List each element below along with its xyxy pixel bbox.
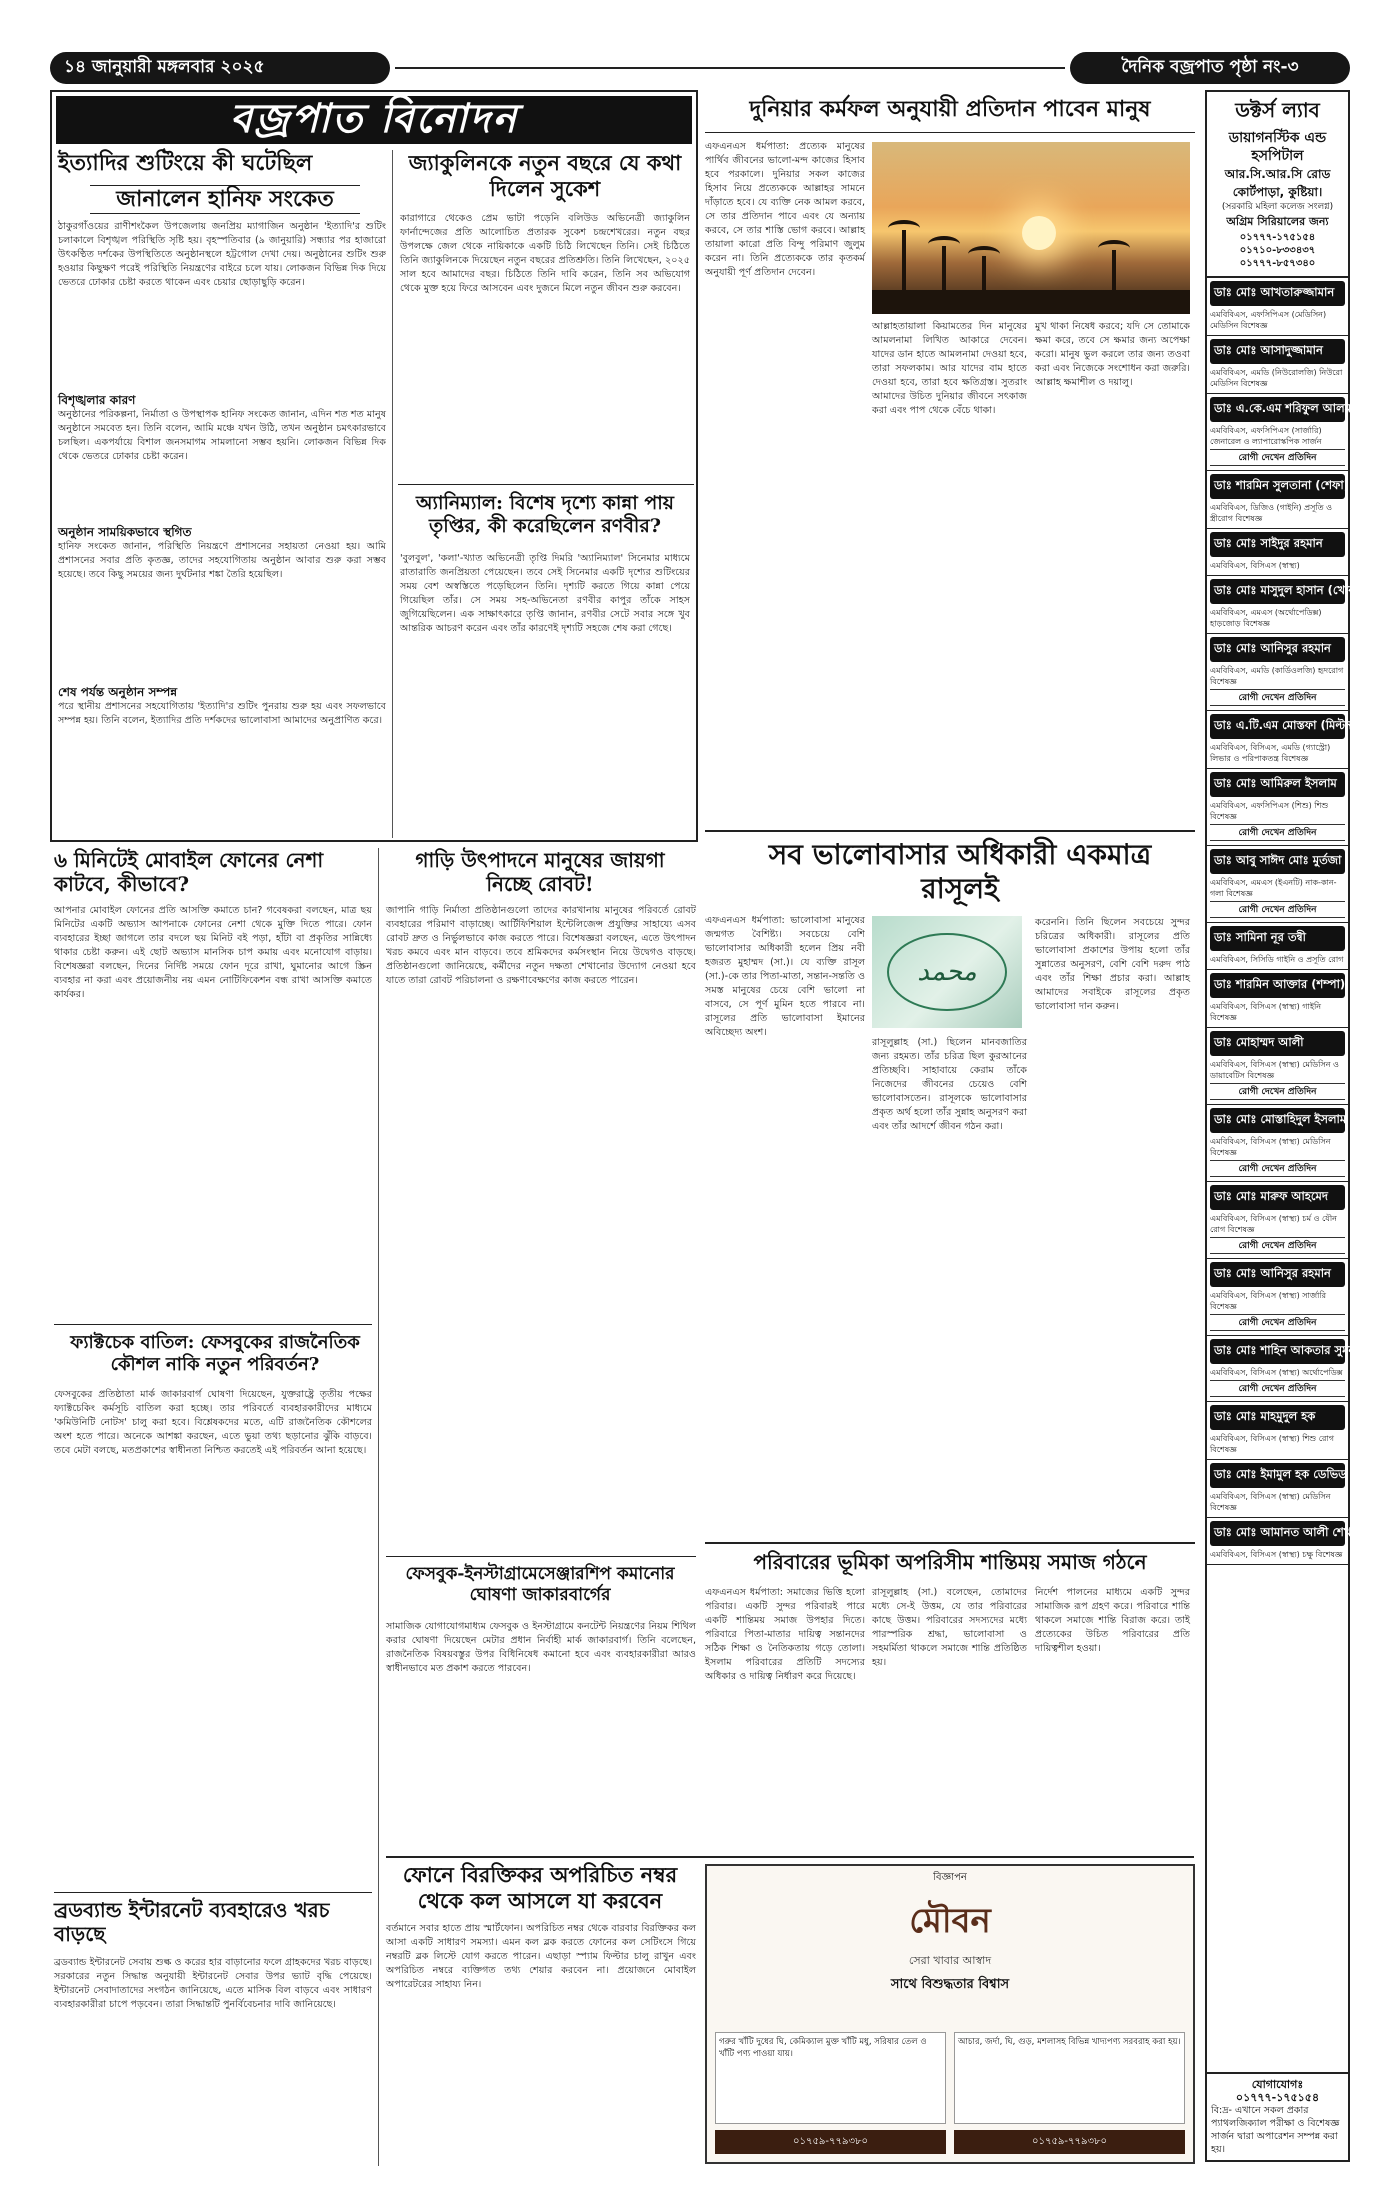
doctor-qualification: এমবিবিএস, বিসিএস (স্বাস্থ্য) মেডিসিন ও ডায়াবেটিস বিশেষজ্ঞ	[1210, 1060, 1339, 1080]
moubon-advertisement[interactable]	[705, 1864, 1195, 2164]
doctor-entry	[1207, 634, 1348, 711]
doctor-qualification: এমবিবিএস, বিসিএস (স্বাস্থ্য) শিশু রোগ বিশেষজ্ঞ	[1210, 1434, 1334, 1454]
doctor-schedule: রোগী দেখেন প্রতিদিন	[1210, 689, 1345, 706]
rasul-body-3	[1035, 916, 1190, 1536]
rule	[705, 132, 1195, 133]
hanif-body-3	[58, 540, 386, 680]
doctor-entry	[1207, 529, 1348, 576]
broadband-body	[54, 1956, 372, 2162]
doctor-name: ডাঃ মোহাম্মদ আলী	[1210, 1031, 1345, 1056]
family-body-3	[1035, 1586, 1190, 1854]
hanif-headline-1: ইত্যাদির শুটিংয়ে কী ঘটেছিল	[58, 150, 313, 176]
doctor-schedule: রোগী দেখেন প্রতিদিন	[1210, 1380, 1345, 1397]
hanif-body-2-text: অনুষ্ঠানের পরিকল্পনা, নির্মাতা ও উপস্থাপক হানিফ সংকেত জানান, এদিন শত শত মানুষ অনুষ্ঠানে সমবেত হন। তিনি বলেন, আমি মঞ্চে যখন উঠি, তখন অনুষ্ঠান চমৎকারভাবে চলছিল। একপর্যায়ে বিশাল জনসমাগম সামলানো সম্ভব হয়নি। লোকজন বিভিন্ন দিক থেকে ভেতরে ঢোকার চেষ্টা করেন।	[58, 409, 386, 462]
sukesh-body	[400, 212, 690, 480]
family-headline: পরিবারের ভূমিকা অপরিসীম শান্তিময় সমাজ গঠনে	[753, 1550, 1147, 1574]
lab-address-2: কোর্টপাড়া, কুষ্টিয়া।	[1232, 185, 1323, 199]
mobile-headline: ৬ মিনিটেই মোবাইল ফোনের নেশা কাটবে, কীভাবে?	[54, 848, 324, 897]
footer-contact[interactable]: যোগাযোগঃ ০১৭৭৭-১৭৫১৫৪	[1235, 2078, 1320, 2104]
doctor-qualification: এমবিবিএস, বিসিএস (স্বাস্থ্য) মেডিসিন বিশেষজ্ঞ	[1210, 1137, 1331, 1157]
ad-top-line: বিজ্ঞাপন	[933, 1872, 967, 1883]
doctor-name: ডাঃ মোঃ আসাদুজ্জামান	[1210, 339, 1345, 364]
rule	[386, 1856, 1194, 1858]
ad-footer	[715, 2130, 1185, 2154]
doctor-name: ডাঃ মোঃ আনিসুর রহমান	[1210, 637, 1345, 662]
family-body-3-text: নির্দেশ পালনের মাধ্যমে একটি সুন্দর সামাজিক রূপ গ্রহণ করে। পরিবারে শান্তি থাকলে সমাজে শান্তি বিরাজ করে। তাই প্রত্যেকের উচিত পরিবারের প্রতি দায়িত্বশীল হওয়া।	[1035, 1587, 1190, 1654]
doctor-name: ডাঃ আবু সাঈদ মোঃ মুর্তজা	[1210, 849, 1345, 874]
robot-headline: গাড়ি উৎপাদনে মানুষের জায়গা নিচ্ছে রোবট!	[415, 848, 665, 897]
lab-title: ডক্টর্স ল্যাব	[1235, 98, 1320, 122]
rule	[398, 484, 694, 485]
date-banner	[50, 52, 390, 84]
lab-phone-1[interactable]: ০১৭৭৭-১৭৫১৫৪	[1239, 232, 1316, 243]
doctor-qualification: এমবিবিএস, বিসিএস (স্বাস্থ্য) অর্থোপেডিক্স	[1210, 1368, 1343, 1377]
hanif-sub-2: অনুষ্ঠান সাময়িকভাবে স্থগিত	[58, 525, 192, 539]
doctor-schedule: রোগী দেখেন প্রতিদিন	[1210, 1083, 1345, 1100]
doctor-name: ডাঃ এ.টি.এম মোস্তফা (মিল্টন)	[1210, 714, 1345, 739]
calligraphy-image	[872, 916, 1022, 1028]
mobile-body-text: আপনার মোবাইল ফোনের প্রতি আসক্তি কমাতে চান? গবেষকরা বলছেন, মাত্র ছয় মিনিটের একটি অভ্যাস আপনাকে ফোনের নেশা থেকে মুক্তি দিতে পারে। ফোন ব্যবহারের ইচ্ছা জাগলে তার বদলে ছয় মিনিট বই পড়া, হাঁটা বা প্রকৃতির সান্নিধ্যে থাকার চেষ্টা করুন। এই ছোট অভ্যাস মানসিক চাপ কমায় এবং মনোযোগ বাড়ায়। বিশেষজ্ঞরা বলছেন, দিনের নির্দিষ্ট সময়ে ফোন দূরে রাখা, ঘুমানোর আগে স্ক্রিন ব্যবহার না করা এবং প্রয়োজনীয় নয় এমন নোটিফিকেশন বন্ধ রাখা আসক্তি কমাতে কার্যকর।	[54, 905, 372, 1000]
ad-column-1: গরুর খাঁটি দুধের ঘি, কেমিক্যাল মুক্ত খাঁটি মধু, সরিষার তেল ও খাঁটি পণ্য পাওয়া যায়।	[715, 2032, 946, 2124]
zuckerberg-body	[386, 1620, 696, 1852]
karmafal-body	[705, 140, 865, 540]
facebook-body-text: ফেসবুকের প্রতিষ্ঠাতা মার্ক জাকারবার্গ ঘোষণা দিয়েছেন, যুক্তরাষ্ট্রে তৃতীয় পক্ষের ফ্যাক্টচেকিং কর্মসূচি বাতিল করা হচ্ছে। তার পরিবর্তে ব্যবহারকারীদের মাধ্যমে 'কমিউনিটি নোটস' চালু করা হবে। বিশ্লেষকদের মতে, এটি রাজনৈতিক কৌশলের অংশ হতে পারে। অনেকে আশঙ্কা করছেন, এতে ভুয়া তথ্য ছড়ানোর ঝুঁকি বাড়বে। তবে মেটা বলছে, মতপ্রকাশের স্বাধীনতা নিশ্চিত করতেই এই পরিবর্তন আনা হয়েছে।	[54, 1389, 372, 1456]
broadband-headline: ব্রডব্যান্ড ইন্টারনেট ব্যবহারেও খরচ বাড়ছে	[54, 1898, 330, 1947]
ranbir-headline: অ্যানিম্যাল: বিশেষ দৃশ্যে কান্না পায় তৃপ্তির, কী করেছিলেন রণবীর?	[416, 492, 674, 538]
page-label-banner	[1070, 52, 1350, 84]
header-rule	[395, 67, 1065, 69]
family-body-text: এফএনএস ধর্মপাতা: সমাজের ভিত্তি হলো পরিবার। একটি সুন্দর পরিবারই পারে একটি শান্তিময় সমাজ উপহার দিতে। পরিবারে পিতা-মাতার দায়িত্ব সন্তানদের সঠিক শিক্ষা ও নৈতিকতায় গড়ে তোলা। ইসলাম পরিবারের প্রতিটি সদস্যের অধিকার ও দায়িত্ব নির্ধারণ করে দিয়েছে।	[705, 1587, 865, 1682]
hanif-body	[58, 220, 386, 388]
unknown-call-body	[386, 1922, 696, 2162]
doctor-entry	[1207, 769, 1348, 846]
lab-serial-label: অগ্রিম সিরিয়ালের জন্য	[1226, 215, 1329, 228]
doctor-qualification: এমবিবিএস, বিসিএস (স্বাস্থ্য) মেডিসিন বিশেষজ্ঞ	[1210, 1492, 1331, 1512]
newspaper-page	[50, 52, 1369, 2177]
doctor-name: ডাঃ শারমিন আক্তার (শম্পা)	[1210, 973, 1345, 998]
doctor-qualification: এমবিবিএস, এফসিপিএস (মেডিসিন) মেডিসিন বিশেষজ্ঞ	[1210, 310, 1327, 330]
doctor-qualification: এমবিবিএস, বিসিএস (স্বাস্থ্য) চর্ম ও যৌন রোগ বিশেষজ্ঞ	[1210, 1214, 1337, 1234]
karmafal-headline: দুনিয়ার কর্মফল অনুযায়ী প্রতিদান পাবেন মানুষ	[749, 96, 1151, 122]
rasul-body	[705, 914, 865, 1534]
doctors-sidebar	[1205, 90, 1369, 2162]
doctor-name: ডাঃ সামিনা নূর তন্বী	[1210, 926, 1345, 951]
sidebar-footer	[1207, 2072, 1348, 2160]
doctor-entry	[1207, 576, 1369, 634]
doctor-schedule: রোগী দেখেন প্রতিদিন	[1210, 1314, 1345, 1331]
ad-brand-title: মৌবন	[909, 1901, 991, 1941]
doctor-entry	[1207, 1402, 1348, 1460]
doctor-entry	[1207, 846, 1348, 923]
family-body	[705, 1586, 865, 1854]
facebook-body	[54, 1388, 372, 1888]
karmafal-body-2-text: আল্লাহতায়ালা কিয়ামতের দিন মানুষের আমলনামা লিখিত আকারে দেবেন। যাদের ডান হাতে আমলনামা দেওয়া হবে, তারা সফলকাম। আর যাদের বাম হাতে দেওয়া হবে, তারা হবে ক্ষতিগ্রস্ত। সুতরাং আমাদের উচিত দুনিয়ার জীবনে সৎকাজ করা এবং পাপ থেকে বেঁচে থাকা।	[872, 321, 1027, 416]
sukesh-body-text: কারাগারে থেকেও প্রেম ভাটা পড়েনি বলিউড অভিনেত্রী জ্যাকুলিন ফার্নান্দেজের প্রতি আলোচিত প্রতারক সুকেশ চন্দ্রশেখরের। নতুন বছর উপলক্ষে জেল থেকে নায়িকাকে একটি চিঠি লিখেছেন তিনি। সেই চিঠিতে তিনি জ্যাকুলিনকে দিয়েছেন নতুন বছরের প্রতিশ্রুতি। তিনি লিখেছেন, ২০২৫ সাল হবে আমাদের বছর। চিঠিতে তিনি দাবি করেন, তিনি সব অভিযোগ থেকে মুক্ত হয়ে ফিরে আসবেন এবং দুজনে মিলে নতুন জীবন শুরু করবেন।	[400, 213, 690, 294]
doctor-qualification: এমবিবিএস, এমএস (ইএনটি) নাক-কান-গলা বিশেষজ্ঞ	[1210, 878, 1337, 898]
rule	[386, 1556, 696, 1557]
ad-column-2: আচার, জর্দা, ঘি, গুড়, মশলাসহ বিভিন্ন খাদ্যপণ্য সরবরাহ করা হয়।	[954, 2032, 1185, 2124]
doctor-entry	[1207, 336, 1348, 394]
unknown-call-body-text: বর্তমানে সবার হাতে প্রায় স্মার্টফোন। অপরিচিত নম্বর থেকে বারবার বিরক্তিকর কল আসা একটি সাধারণ সমস্যা। এমন কল ব্লক করতে ফোনের কল সেটিংসে গিয়ে নম্বরটি ব্লক লিস্টে যোগ করতে পারেন। এছাড়া স্প্যাম ফিল্টার চালু রাখুন এবং অপরিচিত নম্বরে ব্যক্তিগত তথ্য শেয়ার করবেন না। প্রয়োজনে মোবাইল অপারেটরের সাহায্য নিন।	[386, 1923, 696, 1990]
doctor-qualification: এমবিবিএস, বিসিএস (স্বাস্থ্য) চক্ষু বিশেষজ্ঞ	[1210, 1550, 1343, 1559]
doctor-entry	[1207, 923, 1348, 970]
doctor-name: ডাঃ মোঃ ইমামুল হক ডেভিড	[1210, 1463, 1345, 1488]
hanif-headline-2: জানালেন হানিফ সংকেত	[90, 185, 360, 214]
hanif-sub-3: শেষ পর্যন্ত অনুষ্ঠান সম্পন্ন	[58, 685, 178, 699]
sunset-photo	[872, 142, 1190, 314]
rule	[54, 1324, 372, 1325]
doctor-entry	[1207, 711, 1358, 769]
rasul-body-3-text: করেননি। তিনি ছিলেন সবচেয়ে সুন্দর চরিত্রের অধিকারী। রাসূলের প্রতি ভালোবাসা প্রকাশের উপায় হলো তাঁর সুন্নাতের অনুসরণ, বেশি বেশি দরুদ পাঠ এবং তাঁর শিক্ষা প্রচার করা। আল্লাহ আমাদের সবাইকে রাসূলের প্রকৃত ভালোবাসা দান করুন।	[1035, 917, 1190, 1012]
doctor-entry	[1207, 970, 1348, 1028]
palm-tree	[942, 246, 946, 296]
doctor-name: ডাঃ মোঃ মাহমুদুল হক	[1210, 1405, 1345, 1430]
karmafal-body-3-text: মুখ থাকা নিষেধ করবে; যদি সে তোমাকে ক্ষমা করে, তবে সে ক্ষমার জন্য অপেক্ষা করো। মানুষ ভুল করলে তার জন্য তওবা করা এবং নিজেকে সংশোধন করা জরুরি। আল্লাহ ক্ষমাশীল ও দয়ালু।	[1035, 321, 1190, 388]
doctor-name: ডাঃ মোঃ আনিসুর রহমান	[1210, 1262, 1345, 1287]
doctor-schedule: রোগী দেখেন প্রতিদিন	[1210, 901, 1345, 918]
sukesh-headline: জ্যাকুলিনকে নতুন বছরে যে কথা দিলেন সুকেশ	[408, 150, 682, 201]
facebook-headline: ফ্যাক্টচেক বাতিল: ফেসবুকের রাজনৈতিক কৌশল নাকি নতুন পরিবর্তন?	[70, 1332, 360, 1375]
hanif-body-4	[58, 700, 386, 836]
rasul-body-2	[872, 1036, 1027, 1536]
ad-tagline-2: সাথে বিশুদ্ধতার বিশ্বাস	[890, 1977, 1010, 1992]
karmafal-body-2	[872, 320, 1027, 640]
doctor-name: ডাঃ মোঃ আমানত আলী শেখ	[1210, 1521, 1345, 1546]
footer-note: বি:দ্র- এখানে সকল প্রকার প্যাথলজিক্যাল পরীক্ষা ও বিশেষজ্ঞ সার্জন দ্বারা অপারেশন সম্পন্ন করা হয়।	[1211, 2105, 1340, 2155]
doctor-qualification: এমবিবিএস, বিসিএস, এমডি (গ্যাস্ট্রো) লিভার ও পরিপাকতন্ত্র বিশেষজ্ঞ	[1210, 743, 1331, 763]
family-body-2	[872, 1586, 1027, 1854]
doctor-qualification: এমবিবিএস, বিসিএস (স্বাস্থ্য) গাইনি বিশেষজ্ঞ	[1210, 1002, 1322, 1022]
date-text: ১৪ জানুয়ারী মঙ্গলবার ২০২৫	[64, 57, 265, 77]
doctor-name: ডাঃ মোঃ মাসুদুল হাসান (খোকন)	[1210, 579, 1345, 604]
doctor-list	[1207, 278, 1369, 1565]
doctor-name: ডাঃ মোঃ সাইদুর রহমান	[1210, 532, 1345, 557]
doctor-qualification: এমবিবিএস, এমডি (কার্ডিওলজি) হৃদরোগ বিশেষজ্ঞ	[1210, 666, 1344, 686]
doctor-qualification: এমবিবিএস, এমডি (নিউরোলজি) নিউরো মেডিসিন বিশেষজ্ঞ	[1210, 368, 1343, 388]
doctor-name: ডাঃ মোঃ শাহিন আকতার সুমন	[1210, 1339, 1345, 1364]
hanif-body-2	[58, 408, 386, 520]
lab-subtitle: ডায়াগনস্টিক এন্ড হসপিটাল	[1228, 130, 1327, 164]
lab-address-1: আর.সি.আর.সি রোড	[1224, 167, 1331, 181]
zuckerberg-headline: ফেসবুক-ইনস্টাগ্রামেসেঞ্জারশিপ কমানোর ঘোষণা জাকারবার্গের	[405, 1564, 675, 1605]
doctor-entry	[1207, 1336, 1356, 1402]
column-divider	[392, 150, 393, 838]
doctor-entry	[1207, 1028, 1348, 1105]
lab-phone-3[interactable]: ০১৭৭৭-৮৫৭৩৪০	[1239, 258, 1316, 269]
doctor-qualification: এমবিবিএস, এফসিপিএস (সার্জারি) জেনারেল ও ল্যাপারোস্কপিক সার্জন	[1210, 426, 1322, 446]
doctor-entry	[1207, 394, 1352, 471]
hanif-body-3-text: হানিফ সংকেত জানান, পরিস্থিতি নিয়ন্ত্রণে প্রশাসনের সহায়তা নেওয়া হয়। আমি প্রশাসনের সবার প্রতি কৃতজ্ঞ, তাদের সহযোগিতায় অনুষ্ঠান আবার শুরু করা সম্ভব হয়েছে। তবে কিছু সময়ের জন্য দুর্ঘটনার শঙ্কা তৈরি হয়েছিল।	[58, 541, 386, 580]
doctor-qualification: এমবিবিএস, সিসিডি গাইনি ও প্রসূতি রোগ	[1210, 955, 1344, 964]
lab-info-box	[1207, 92, 1348, 278]
hanif-sub-1: বিশৃঙ্খলার কারণ	[58, 393, 136, 407]
unknown-call-headline: ফোনে বিরক্তিকর অপরিচিত নম্বর থেকে কল আসলে যা করবেন	[402, 1862, 678, 1913]
karmafal-body-text: এফএনএস ধর্মপাতা: প্রত্যেক মানুষের পার্থিব জীবনের ভালো-মন্দ কাজের হিসাব হবে পরকালে। দুনিয়ার সকল কাজের হিসাব নিয়ে প্রত্যেককে আল্লাহর সামনে দাঁড়াতে হবে। যে ব্যক্তি নেক আমল করবে, সে তার প্রতিদান পাবে এবং যে অন্যায় করবে, সে তার শাস্তি ভোগ করবে। আল্লাহ তায়ালা কারো প্রতি বিন্দু পরিমাণ জুলুম করেন না। তিনি প্রত্যেককে তার কৃতকর্ম অনুযায়ী পূর্ণ প্রতিদান দেবেন।	[705, 141, 865, 278]
ad-tagline: সেরা খাবার আস্বাদ	[908, 1954, 992, 1967]
doctor-name: ডাঃ মোঃ আখতারুজ্জামান	[1210, 281, 1345, 306]
robot-body	[386, 904, 696, 1552]
hanif-body-4-text: পরে স্থানীয় প্রশাসনের সহযোগিতায় 'ইত্যাদি'র শুটিং পুনরায় শুরু হয় এবং সফলভাবে সম্পন্ন হয়। তিনি বলেন, ইত্যাদির প্রতি দর্শকদের ভালোবাসা আমাদের অনুপ্রাণিত করে।	[58, 701, 386, 726]
doctor-qualification: এমবিবিএস, এফসিপিএস (শিশু) শিশু বিশেষজ্ঞ	[1210, 801, 1329, 821]
lab-note: (সরকারি মহিলা কলেজ সংলগ্ন)	[1221, 202, 1334, 212]
doctor-name: ডাঃ মোঃ মোস্তাহিদুল ইসলাম	[1210, 1108, 1345, 1133]
doctor-name: ডাঃ শারমিন সুলতানা (শেফা)	[1210, 474, 1345, 499]
doctor-entry	[1207, 278, 1348, 336]
lab-phone-2[interactable]: ০১৭১০-৮৩৩৪৩৭	[1239, 245, 1316, 256]
doctor-entry	[1207, 1259, 1348, 1336]
doctor-entry	[1207, 1518, 1352, 1565]
page-label-text: দৈনিক বজ্রপাত পৃষ্ঠা নং-৩	[1121, 57, 1299, 77]
rasul-headline: সব ভালোবাসার অধিকারী একমাত্র রাসূলই	[768, 838, 1152, 906]
doctor-schedule: রোগী দেখেন প্রতিদিন	[1210, 824, 1345, 841]
family-body-2-text: রাসূলুল্লাহ (সা.) বলেছেন, তোমাদের মধ্যে সে-ই উত্তম, যে তার পরিবারের কাছে উত্তম। পরিবারের সদস্যদের মধ্যে পারস্পরিক শ্রদ্ধা, ভালোবাসা ও সহমর্মিতা থাকলে সমাজে শান্তি প্রতিষ্ঠিত হয়।	[872, 1587, 1027, 1668]
doctor-qualification: এমবিবিএস, বিসিএস (স্বাস্থ্য) সার্জারি বিশেষজ্ঞ	[1210, 1291, 1327, 1311]
doctor-entry	[1207, 471, 1348, 529]
doctor-entry	[1207, 1105, 1348, 1182]
mobile-body	[54, 904, 372, 1320]
doctor-name: ডাঃ এ.কে.এম শরিফুল আলম	[1210, 397, 1345, 422]
doctor-name: ডাঃ মোঃ আমিরুল ইসলাম	[1210, 772, 1345, 797]
shoreline	[872, 290, 1190, 314]
palm-tree	[902, 230, 906, 296]
rasul-body-2-text: রাসূলুল্লাহ (সা.) ছিলেন মানবজাতির জন্য রহমত। তাঁর চরিত্র ছিল কুরআনের প্রতিচ্ছবি। সাহাবায়ে কেরাম তাঁকে নিজেদের জীবনের চেয়েও বেশি ভালোবাসতেন। রাসূলকে ভালোবাসার প্রকৃত অর্থ হলো তাঁর সুন্নাহ অনুসরণ করা এবং তাঁর আদর্শে জীবন গঠন করা।	[872, 1037, 1027, 1132]
doctor-qualification: এমবিবিএস, এমএস (অর্থোপেডিক্স) হাড়জোড় বিশেষজ্ঞ	[1210, 608, 1322, 628]
calligraphy-text: محمد	[887, 933, 1007, 1011]
ad-phone-1: ০১৭৫৯-৭৭৯৩৮০	[715, 2130, 946, 2154]
hanif-body-text: ঠাকুরগাঁওয়ের রাণীশংকৈল উপজেলায় জনপ্রিয় ম্যাগাজিন অনুষ্ঠান 'ইত্যাদি'র শুটিং চলাকালে বিশৃঙ্খল পরিস্থিতি সৃষ্টি হয়। বৃহস্পতিবার (৯ জানুয়ারি) সন্ধ্যার পর হাজারো উৎকণ্ঠিত দর্শকের উপস্থিতিতে অনুষ্ঠানস্থলে হট্টগোল দেখা দেয়। অনুষ্ঠানের শুটিং শুরু হওয়ার কিছুক্ষণ পরেই পরিস্থিতি নিয়ন্ত্রণের বাইরে চলে যায়। লোকজন বিভিন্ন দিক দিয়ে ভেতরে ঢোকার চেষ্টা করতে থাকেন এবং চেয়ার ছোড়াছুড়ি করেন।	[58, 221, 386, 288]
karmafal-body-3	[1035, 320, 1190, 640]
doctor-entry	[1207, 1460, 1348, 1518]
doctor-qualification: এমবিবিএস, ডিজিও (গাইনি) প্রসূতি ও স্ত্রীরোগ বিশেষজ্ঞ	[1210, 503, 1333, 523]
doctor-entry	[1207, 1182, 1348, 1259]
zuckerberg-body-text: সামাজিক যোগাযোগমাধ্যম ফেসবুক ও ইনস্টাগ্রামে কনটেন্ট নিয়ন্ত্রণের নিয়ম শিথিল করার ঘোষণা দিয়েছেন মেটার প্রধান নির্বাহী মার্ক জাকারবার্গ। তিনি বলেছেন, রাজনৈতিক বিষয়বস্তুর উপর বিধিনিষেধ কমানো হবে এবং ব্যবহারকারীরা আরও স্বাধীনভাবে মত প্রকাশ করতে পারবেন।	[386, 1621, 696, 1674]
rasul-body-text: এফএনএস ধর্মপাতা: ভালোবাসা মানুষের জন্মগত বৈশিষ্ট্য। সবচেয়ে বেশি ভালোবাসার অধিকারী হলেন প্রিয় নবী হজরত মুহাম্মদ (সা.)। যে ব্যক্তি রাসূল (সা.)-কে তার পিতা-মাতা, সন্তান-সন্ততি ও সমস্ত মানুষের চেয়ে বেশি ভালো না বাসবে, সে পূর্ণ মুমিন হতে পারবে না। রাসূলের প্রতি ভালোবাসা ইমানের অবিচ্ছেদ্য অংশ।	[705, 915, 865, 1038]
doctor-schedule: রোগী দেখেন প্রতিদিন	[1210, 449, 1345, 466]
sun-shape	[1022, 216, 1056, 250]
rule	[705, 830, 1195, 832]
rule	[54, 1892, 372, 1893]
doctor-schedule: রোগী দেখেন প্রতিদিন	[1210, 1237, 1345, 1254]
ad-columns	[715, 2032, 1185, 2124]
rule	[705, 1542, 1195, 1544]
ranbir-body	[400, 552, 690, 836]
column-divider	[378, 848, 379, 2166]
section-title: বজ্রপাত বিনোদন	[56, 96, 692, 144]
doctor-qualification: এমবিবিএস, বিসিএস (স্বাস্থ্য)	[1210, 561, 1300, 570]
broadband-body-text: ব্রডব্যান্ড ইন্টারনেট সেবায় শুল্ক ও করের হার বাড়ানোর ফলে গ্রাহকদের খরচ বাড়ছে। সরকারের নতুন সিদ্ধান্ত অনুযায়ী ইন্টারনেট সেবার উপর ভ্যাট বৃদ্ধি পেয়েছে। ইন্টারনেট সেবাদাতাদের সংগঠন জানিয়েছে, এতে মাসিক বিল বাড়বে এবং সাধারণ ব্যবহারকারীরা চাপে পড়বেন। তারা সিদ্ধান্তটি পুনর্বিবেচনার দাবি জানিয়েছে।	[54, 1957, 372, 2010]
ad-phone-2: ০১৭৫৯-৭৭৯৩৮০	[954, 2130, 1185, 2154]
doctor-name: ডাঃ মোঃ মারুফ আহমেদ	[1210, 1185, 1345, 1210]
doctor-schedule: রোগী দেখেন প্রতিদিন	[1210, 1160, 1345, 1177]
robot-body-text: জাপানি গাড়ি নির্মাতা প্রতিষ্ঠানগুলো তাদের কারখানায় মানুষের পরিবর্তে রোবট ব্যবহারের পরিমাণ বাড়াচ্ছে। আর্টিফিশিয়াল ইন্টেলিজেন্স প্রযুক্তির সাহায্যে এসব রোবট দ্রুত ও নির্ভুলভাবে কাজ করতে পারে। বিশেষজ্ঞরা বলছেন, এতে উৎপাদন খরচ কমবে এবং মান বাড়বে। তবে শ্রমিকদের কর্মসংস্থান নিয়ে উদ্বেগও বাড়ছে। প্রতিষ্ঠানগুলো জানিয়েছে, কর্মীদের নতুন দক্ষতা শেখানোর উদ্যোগ নেওয়া হবে যাতে তারা রোবট পরিচালনা ও রক্ষণাবেক্ষণের কাজ করতে পারেন।	[386, 905, 696, 986]
ranbir-body-text: 'বুলবুল', 'কলা'-খ্যাত অভিনেত্রী তৃপ্তি দিমরি 'অ্যানিম্যাল' সিনেমার মাধ্যমে রাতারাতি জনপ্রিয়তা পেয়েছেন। তবে সেই সিনেমার একটি দৃশ্যের শুটিংয়ের সময় বেশ অস্বস্তিতে পড়েছিলেন তিনি। দৃশ্যটি করতে গিয়ে কান্না পেয়ে গিয়েছিল তাঁর। সে সময় সহ-অভিনেতা রণবীর কাপুর তাঁকে সাহস জুগিয়েছিলেন। এক সাক্ষাৎকারে তৃপ্তি জানান, রণবীর সেটে সবার সঙ্গে খুব আন্তরিক আচরণ করেন এবং তাঁর কারণেই দৃশ্যটি সহজে শেষ করা গেছে।	[400, 553, 690, 634]
